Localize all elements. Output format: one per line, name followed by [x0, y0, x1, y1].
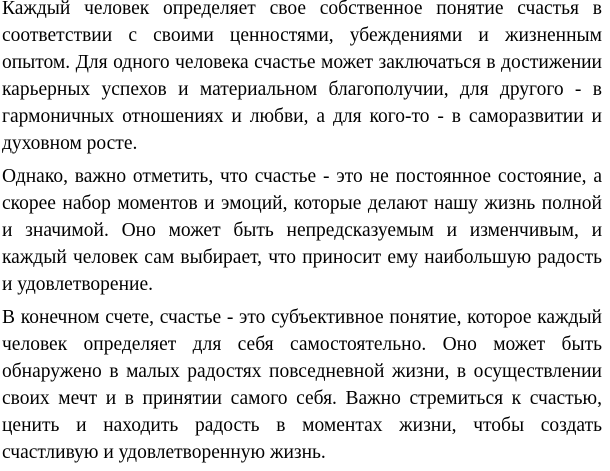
paragraph-happiness-moments: Однако, важно отметить, что счастье - это не постоянное состояние, а скорее набор моментов и эмоций, которые делают нашу жизнь полной и значимой. Оно может быть непредсказуемым и изменчивым, и каждый человек сам выбирает, что приносит ему наибольшую радость и удовлетворение. — [2, 166, 602, 295]
paragraph-happiness-conclusion: В конечном счете, счастье - это субъективное понятие, которое каждый человек определяет для себя самостоятельно. Оно может быть обнаружено в малых радостях повседневной жизни, в осуществлении своих мечт и в принятии самого себя. Важно стремиться к счастью, ценить и находить радость в моментах жизни, чтобы создать счастливую и удовлетворенную жизнь. — [2, 307, 602, 463]
paragraph-happiness-definition: Каждый человек определяет свое собственное понятие счастья в соответствии с своими ценностями, убеждениями и жизненным опытом. Для одного человека счастье может заключаться в достижении карьерных успехов и материальном благополучии, для другого - в гармоничных отношениях и любви, а для кого-то - в саморазвитии и духовном росте. — [2, 0, 602, 154]
